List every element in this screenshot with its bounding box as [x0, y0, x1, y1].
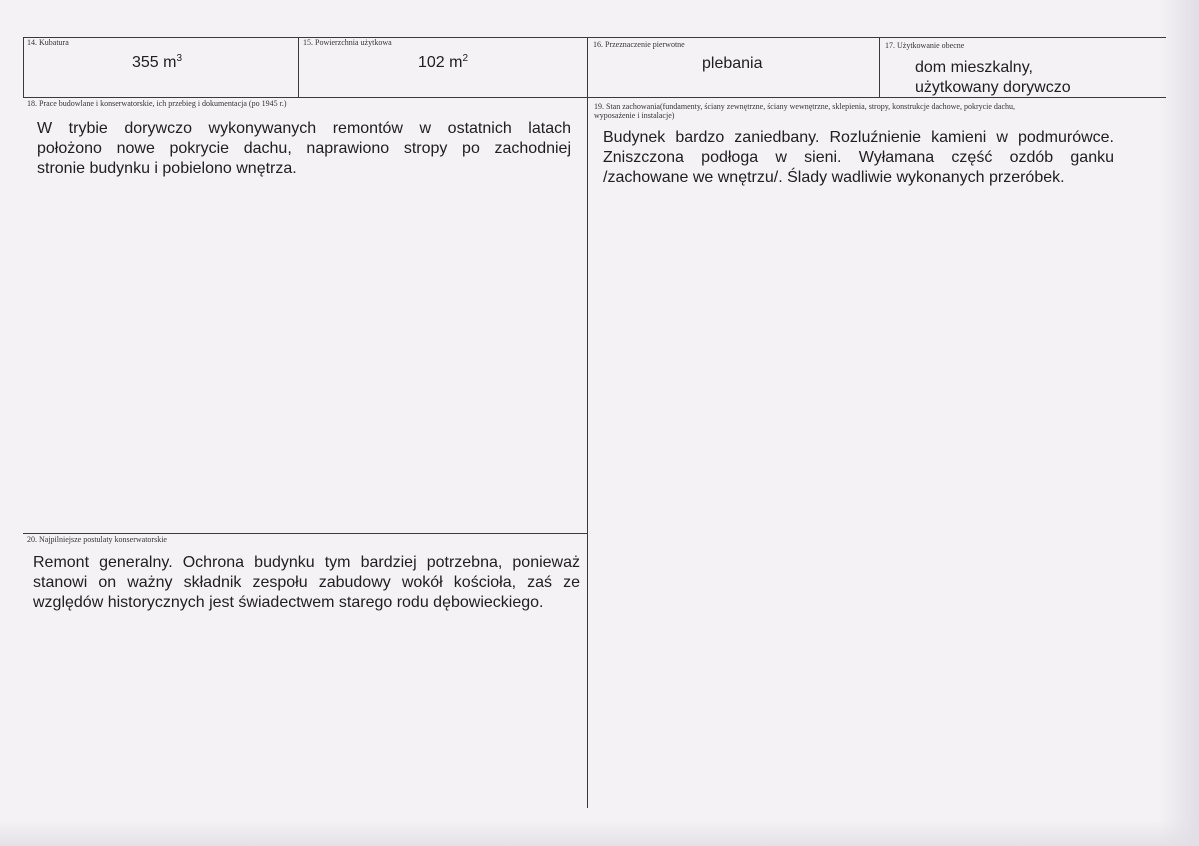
field-18-line-2: położono nowe pokrycie dachu, naprawiono stropy po zachodniej: [37, 140, 571, 157]
field-19-label-line-2: wyposażenie i instalacje): [594, 111, 675, 120]
field-18-line-1: W trybie dorywczo wykonywanych remontów w ostatnich latach: [37, 120, 571, 137]
field-14-number: 355 m: [132, 54, 177, 71]
field-18-text: [37, 119, 571, 179]
center-divider: [587, 37, 588, 808]
field-15-value: [418, 53, 468, 73]
field-16-value: plebania: [702, 55, 763, 72]
divider-18-20: [23, 533, 588, 534]
field-15-unit-exponent: 2: [462, 53, 469, 64]
field-20-label: 20. Najpilniejsze postulaty konserwatorskie: [27, 535, 167, 544]
field-15-number: 102 m: [418, 54, 463, 71]
divider-16-17: [879, 37, 880, 98]
field-20-line-2: stanowi on ważny składnik zespołu zabudowy wokół kościoła, zaś ze: [33, 574, 580, 591]
field-16-label: 16. Przeznaczenie pierwotne: [593, 40, 685, 49]
field-17-value-line-2: użytkowany dorywczo: [915, 79, 1071, 96]
field-19-line-3: /zachowane we wnętrzu/. Ślady wadliwie wykonanych przeróbek.: [603, 169, 1065, 186]
top-row-border: [23, 37, 1166, 38]
field-14-value: [132, 53, 182, 73]
field-20-line-1: Remont generalny. Ochrona budynku tym bardziej potrzebna, ponieważ: [33, 554, 580, 571]
divider-14-15: [298, 37, 299, 98]
field-20-line-3: względów historycznych jest świadectwem starego rodu dębowieckiego.: [33, 594, 544, 611]
field-14-unit-exponent: 3: [176, 53, 183, 64]
field-19-line-2: Zniszczona podłoga w sieni. Wyłamana część ozdób ganku: [603, 149, 1114, 166]
field-17-label: 17. Użytkowanie obecne: [885, 41, 965, 50]
field-14-label: 14. Kubatura: [27, 38, 69, 47]
paper-shadow-bottom: [0, 820, 1199, 846]
field-17-value-line-1: dom mieszkalny,: [915, 59, 1033, 76]
field-15-label: 15. Powierzchnia użytkowa: [303, 38, 392, 47]
field-18-line-3: stronie budynku i pobielono wnętrza.: [37, 160, 297, 177]
field-19-line-1: Budynek bardzo zaniedbany. Rozluźnienie kamieni w podmurówce.: [603, 129, 1114, 146]
field-18-label: 18. Prace budowlane i konserwatorskie, ich przebieg i dokumentacja (po 1945 r.): [27, 99, 287, 108]
field-19-label-line-1: 19. Stan zachowania(fundamenty, ściany zewnętrzne, ściany wewnętrzne, sklepienia, stropy, konstrukcje dachowe, pokrycie dachu,: [594, 102, 1016, 111]
field-20-text: [33, 553, 580, 613]
field-19-text: [603, 128, 1114, 188]
paper-shadow-right: [1159, 0, 1199, 846]
left-border: [23, 37, 24, 98]
